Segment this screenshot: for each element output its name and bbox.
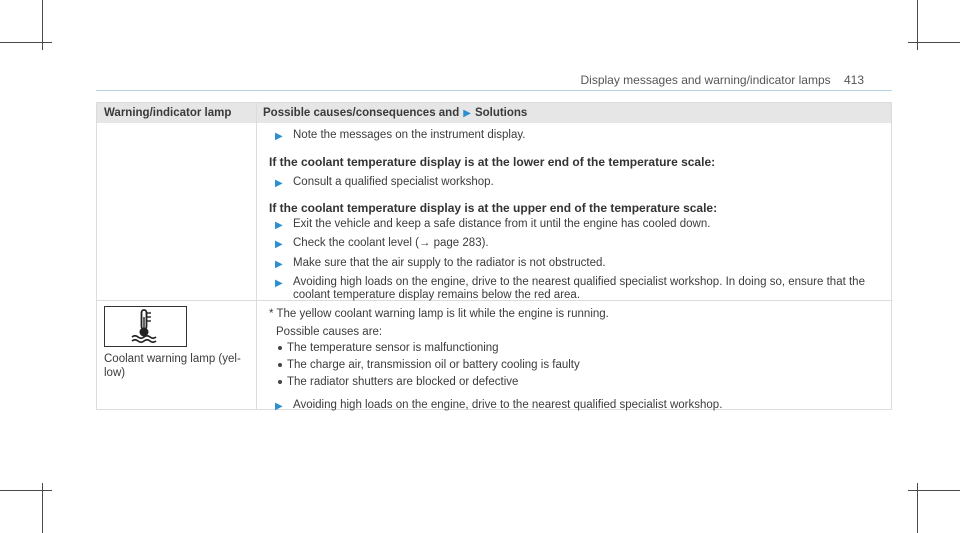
bullet-dot xyxy=(278,380,282,384)
step-arrow-icon: ▶ xyxy=(275,278,283,289)
col-header-solutions-text: Solutions xyxy=(474,107,528,119)
running-head xyxy=(581,73,865,87)
crop-mark xyxy=(0,42,52,43)
step-arrow-icon: ▶ xyxy=(275,178,283,189)
running-title: Display messages and warning/indicator lamps xyxy=(580,73,831,87)
crop-mark xyxy=(0,490,52,491)
play-arrow-icon: ▶ xyxy=(463,108,471,119)
step-text: Note the messages on the instrument display. xyxy=(293,129,526,141)
step-arrow-icon: ▶ xyxy=(275,220,283,231)
row2-causes xyxy=(97,300,891,410)
step-arrow-icon: ▶ xyxy=(275,401,283,412)
step-text: Consult a qualified specialist workshop. xyxy=(293,176,494,188)
step-arrow-icon: ▶ xyxy=(275,131,283,142)
crop-mark xyxy=(908,490,960,491)
col-header-causes-text: Possible causes/consequences and xyxy=(263,107,460,119)
lamp-caption-line: Coolant warning lamp (yel- xyxy=(104,353,241,365)
cause-item: The charge air, transmission oil or battery cooling is faulty xyxy=(287,359,580,371)
step-text: Check the coolant level (→ page 283). xyxy=(293,237,489,249)
warning-lamp-table xyxy=(96,102,892,410)
col-header-lamp: Warning/indicator lamp xyxy=(104,107,232,119)
section-heading: If the coolant temperature display is at the lower end of the temperature scale: xyxy=(269,155,716,169)
step-arrow-icon: ▶ xyxy=(275,239,283,250)
bullet-dot xyxy=(278,363,282,367)
section-heading: If the coolant temperature display is at the upper end of the temperature scale: xyxy=(269,201,718,215)
step-text: Make sure that the air supply to the radiator is not obstructed. xyxy=(293,257,606,269)
row1-solutions xyxy=(97,103,891,300)
header-rule xyxy=(96,90,892,91)
step-text: Avoiding high loads on the engine, drive to the nearest qualified specialist workshop. In doing so, ensure that the xyxy=(293,276,865,288)
step-text: Exit the vehicle and keep a safe distance from it until the engine has cooled down. xyxy=(293,218,711,230)
bullet-dot xyxy=(278,346,282,350)
lamp-caption-line: low) xyxy=(104,367,126,379)
step-arrow-icon: ▶ xyxy=(275,259,283,270)
cause-item: The temperature sensor is malfunctioning xyxy=(287,342,499,354)
step-text-continued: coolant temperature display remains below the red area. xyxy=(293,289,581,301)
causes-label: Possible causes are: xyxy=(276,326,383,338)
page-number: 413 xyxy=(843,73,864,87)
crop-mark xyxy=(908,42,960,43)
cause-item: The radiator shutters are blocked or defective xyxy=(287,376,519,388)
cause-intro: * The yellow coolant warning lamp is lit while the engine is running. xyxy=(269,308,609,320)
step-text: Avoiding high loads on the engine, drive to the nearest qualified specialist workshop. xyxy=(293,399,723,411)
